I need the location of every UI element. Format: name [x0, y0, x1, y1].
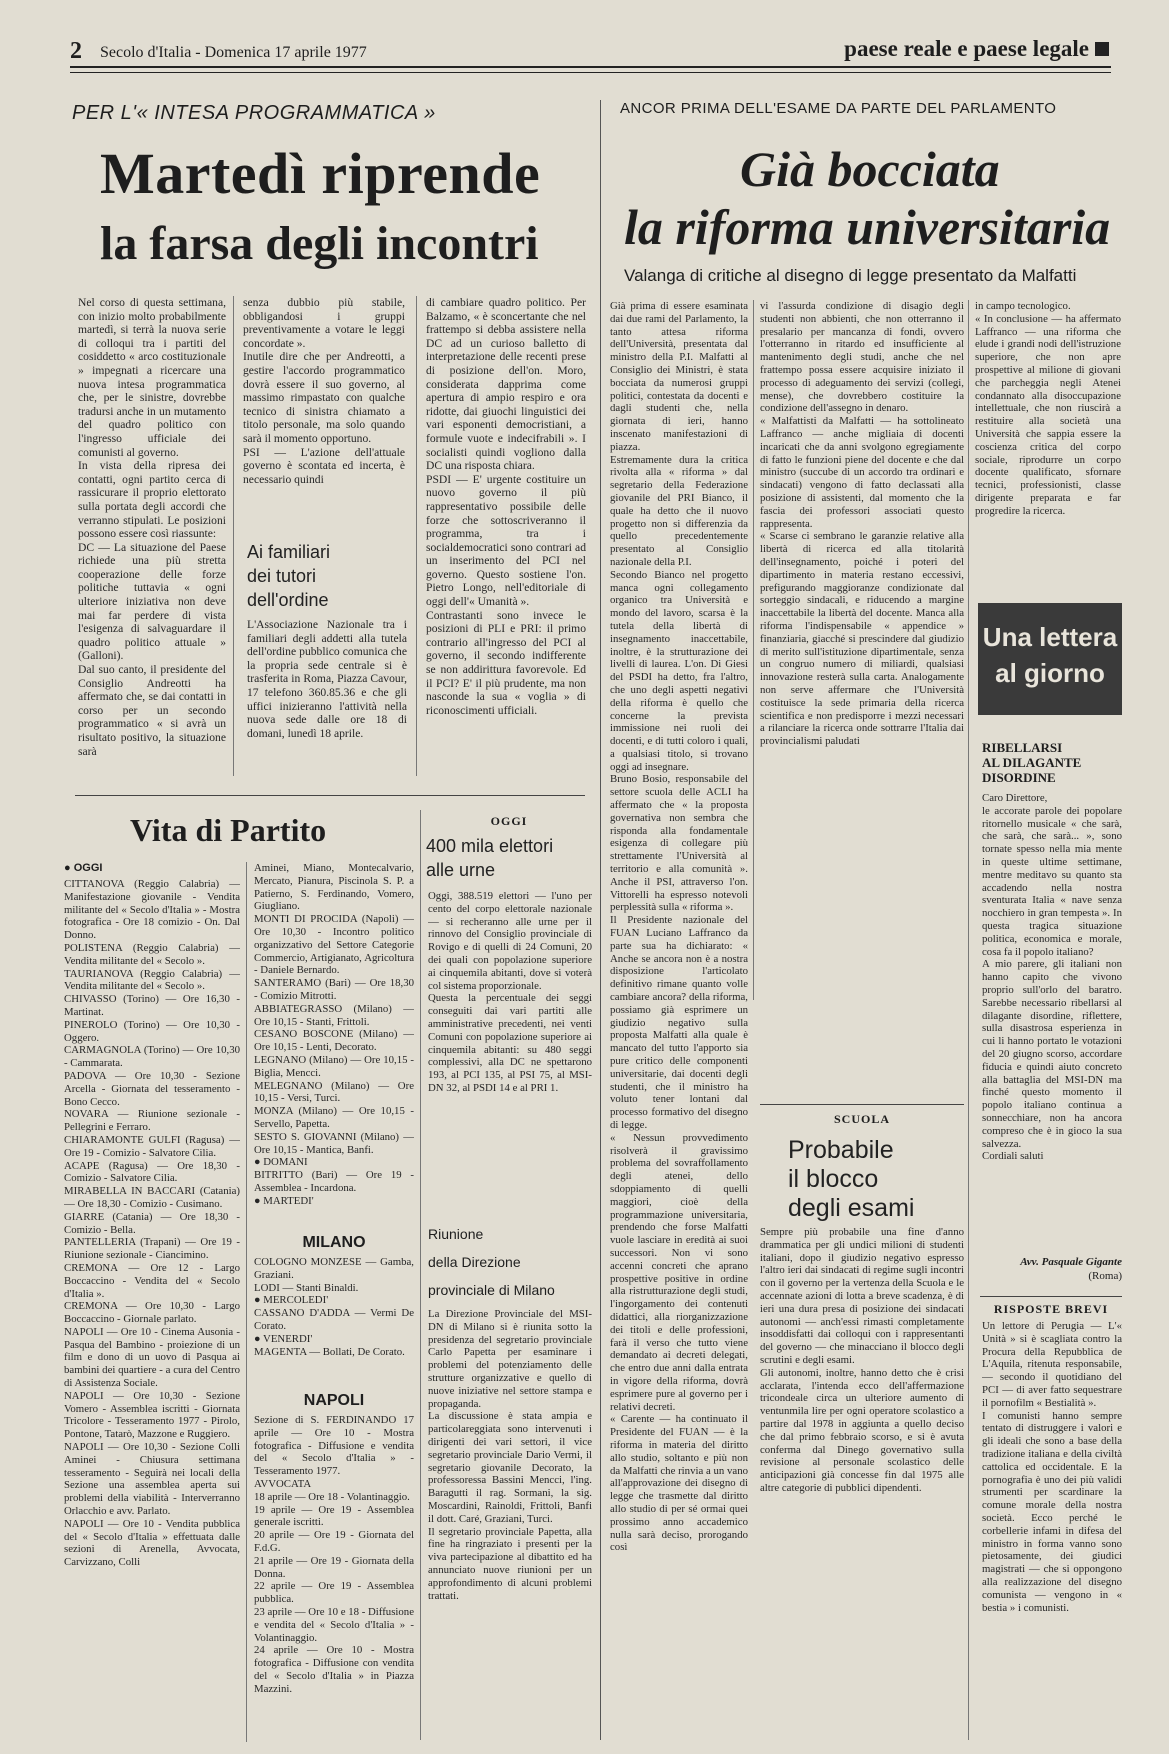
- right-article-title-line1: Già bocciata: [740, 141, 1000, 197]
- lettera-text: Caro Direttore, le accorate parole dei popolare ritornello musicale « che sarà, che sarà, che sarà... », sono tornate spesso nella mia mente in queste ultime settimane, mentre meditavo su quanto sta accadendo nella nostra sventurata Italia « nave senza nocchiero in gran tempesta ». In questa tragica situazione politica, economica e morale, cosa fa il popolo italiano? A mio parere, gli italiani non hanno capito che vivono proprio sull'orlo del baratro. Sarebbe necessario ribellarsi al dilagante disordine, riflettere, sulla disastrosa esperienza in cui li hanno portato le votazioni del 20 giugno scorso, accordare fiducia e quindi aiuto concreto alla battaglia del MSI-DN ma finché questo momento il popolo italiano continua a sonnecchiare, non ha ancora compreso che è in gioco la sua salvezza. Cordiali saluti: [982, 792, 1122, 1163]
- vita-title: Vita di Partito: [130, 812, 327, 848]
- lettera-banner: [978, 603, 1122, 715]
- lettera-title-line1: RIBELLARSI: [982, 740, 1063, 755]
- column-divider: [968, 300, 969, 1740]
- header-rule: [70, 66, 1111, 68]
- lettera-title-line3: DISORDINE: [982, 770, 1056, 785]
- lettera-title: [982, 740, 1122, 785]
- vita-milano-label: MILANO: [302, 1234, 366, 1251]
- risposte-text: Un lettore di Perugia — L'« Unità » si è scagliata contro la Procura della Repubblica de L'Aquila, ritenuta responsabile, — secondo il quotidiano del PCI — di aver fatto sequestrare il pornofilm « Bestialità ». I comunisti hanno sempre tentato di distruggere i valori e gli ideali che sono a base della tradizione italiana e della civiltà cattolica ed occidentale. E la pornografia è uno dei più validi strumenti per scardinare la comune morale della nostra società. Ecco perché le corbellerie infami in difesa del ministro in forma vanno sono pietosamente, dei giudici magistrati — che si oppongono alla realizzazione del disegno comunista — vengono in « bestia » i comunisti.: [982, 1320, 1122, 1614]
- right-article-subtitle: Valanga di critiche al disegno di legge presentato da Malfatti: [624, 266, 1077, 285]
- riunione-title-line1: Riunione: [428, 1226, 484, 1242]
- page-divider: [600, 100, 601, 1740]
- right-article-kicker: ANCOR PRIMA DELL'ESAME DA PARTE DEL PARLAMENTO: [620, 100, 1057, 117]
- familiari-title-line1: Ai familiari: [247, 542, 331, 562]
- right-article-title-line2: la riforma universitaria: [624, 199, 1111, 255]
- scuola-rule: [760, 1104, 964, 1105]
- left-article-kicker: PER L'« INTESA PROGRAMMATICA »: [72, 102, 436, 124]
- left-article-col1: Nel corso di questa settimana, con inizio molto probabilmente martedì, si terrà la nuova serie di colloqui tra i partiti del cosiddetto « arco costituzionale » impegnati a ricercare una nuova intesa programmatica che, per le sinistre, dovrebbe tradursi anche in un mutamento del quadro politico con l'ingresso ufficiale dei comunisti al governo. In vista della ripresa dei contatti, ogni partito cerca di rassicurare il proprio elettorato sulla portata degli accordi che verranno stipulati. Le posizioni possono essere così riassunte: DC — La situazione del Paese richiede una più stretta cooperazione delle forze politiche tuttavia « ogni ulteriore iniziativa non deve mai far perdere di vista l'esigenza di salvaguardare il quadro politico attuale » (Galloni). Dal suo canto, il presidente del Consiglio Andreotti ha affermato che, se dai contatti in corso per un secondo programmatico « si avrà un risultato positivo, la situazione sarà: [78, 296, 226, 758]
- riunione-title-line2: della Direzione: [428, 1254, 521, 1270]
- section-marker-icon: [1095, 42, 1109, 56]
- section-title: paese reale e paese legale: [844, 36, 1089, 61]
- risposte-title: RISPOSTE BREVI: [993, 1302, 1109, 1316]
- vita-oggi-label: ● OGGI: [64, 862, 103, 874]
- elezioni-title-line2: alle urne: [426, 860, 496, 880]
- scuola-title-line1: Probabile: [788, 1136, 894, 1164]
- lettera-title-line2: AL DILAGANTE: [982, 755, 1082, 770]
- vita-milano-text: COLOGNO MONZESE — Gamba, Graziani. LODI — Stanti Binaldi. ● MERCOLEDI' CASSANO D'ADDA — Vermi De Corato. ● VENERDI' MAGENTA — Bollati, De Corato.: [254, 1256, 414, 1358]
- header-rule-thin: [70, 72, 1111, 73]
- familiari-title: [247, 540, 407, 612]
- scuola-label: SCUOLA: [833, 1112, 890, 1126]
- elezioni-title: [426, 834, 592, 882]
- left-article-title-line2: la farsa degli incontri: [100, 217, 539, 270]
- vita-col2: Aminei, Miano, Montecalvario, Mercato, Pianura, Piscinola S. P. a Patierno, S. Ferdinando, Vomero, Giugliano. MONTI DI PROCIDA (Napoli) — Ore 10,30 - Incontro politico organizzativo del Settore Categorie Commercio, Artigianato, Agricoltura - Daniele Bernardo. SANTERAMO (Bari) — Ore 18,30 - Comizio Mitrotti. ABBIATEGRASSO (Milano) — Ore 10,15 - Stanti, Frittoli. CESANO BOSCONE (Milano) — Ore 10,15 - Lenti, Decorato. LEGNANO (Milano) — Ore 10,15 - Biglia, Mencci. MELEGNANO (Milano) — Ore 10,15 - Versi, Turci. MONZA (Milano) — Ore 10,15 - Servello, Papetta. SESTO S. GIOVANNI (Milano) — Ore 10,15 - Mantica, Banfi. ● DOMANI BITRITTO (Bari) — Ore 19 - Assemblea - Incardona. ● MARTEDI': [254, 862, 414, 1207]
- left-article-title-line1: Martedì riprende: [100, 141, 541, 206]
- page-number: 2: [70, 38, 82, 64]
- risposte-rule: [980, 1296, 1122, 1297]
- lettera-signature: Avv. Pasquale Gigante: [1020, 1256, 1122, 1268]
- column-divider: [416, 296, 417, 776]
- column-divider: [246, 862, 247, 1742]
- scuola-title: [788, 1136, 958, 1223]
- vita-col1: CITTANOVA (Reggio Calabria) — Manifestazione giovanile - Vendita militante del « Secolo d'Italia » - Mostra fotografica - Ore 18 comizio - On. Dal Donno. POLISTENA (Reggio Calabria) — Vendita militante del « Secolo ». TAURIANOVA (Reggio Calabria) — Vendita militante del « Secolo ». CHIVASSO (Torino) — Ore 16,30 - Martinat. PINEROLO (Torino) — Ore 10,30 - Oggero. CARMAGNOLA (Torino) — Ore 10,30 - Cammarata. PADOVA — Ore 10,30 - Sezione Arcella - Giornata del tesseramento - Bono Cecco. NOVARA — Riunione sezionale - Pellegrini e Ferraro. CHIARAMONTE GULFI (Ragusa) — Ore 19 - Comizio - Salvatore Cilia. ACAPE (Ragusa) — Ore 18,30 - Comizio - Salvatore Cilia. MIRABELLA IN BACCARI (Catania) — Ore 18,30 - Comizio - Cusimano. GIARRE (Catania) — Ore 18,30 - Comizio - Bella. PANTELLERIA (Trapani) — Ore 19 - Riunione sezionale - Ciancimino. CREMONA — Ore 12 - Largo Boccaccino - Vendita del « Secolo d'Italia ». CREMONA — Ore 10,30 - Largo Boccaccino - Giornale parlato. NAPOLI — Ore 10 - Cinema Ausonia - Pasqua del Bambino - proiezione di un film e dono di un uovo di Pasqua ai bambini dei quartiere - a cura del Centro di Assistenza Sociale. NAPOLI — Ore 10,30 - Sezione Vomero - Assemblea iscritti - Giornata Tricolore - Tesseramento 1977 - Pirolo, Pontone, Tatarò, Mazzone e Ruggiero. NAPOLI — Ore 10,30 - Sezione Colli Aminei - Chiusura settimana tesseramento - Seguirà nei locali della Sezione una assemblea aperta sui problemi della viabilità - Interverranno Orlacchio e avv. Parlato. NAPOLI — Ore 10 - Vendita pubblica del « Secolo d'Italia » effettuata dalle sezioni di Arenella, Avvocata, Carvizzano, Colli: [64, 878, 240, 1569]
- elezioni-text: Oggi, 388.519 elettori — l'uno per cento del corpo elettorale nazionale — si recheranno alle urne per il rinnovo del Consiglio provinciale di Rovigo e di quelli di 24 Comuni, 20 dei quali con popolazione superiore ai cinquemila abitanti, dove si voterà col sistema proporzionale. Questa la percentuale dei seggi conseguiti dai vari partiti alle amministrative precedenti, nei venti Comuni con popolazione superiore ai cinquemila abitanti: su 480 seggi complessivi, alla DC ne spettarono 193, al PCI 135, al PSI 75, al MSI-DN 32, al PSDI 14 e al PRI 1.: [428, 890, 592, 1094]
- riunione-text: La Direzione Provinciale del MSI-DN di Milano si è riunita sotto la presidenza del segretario provinciale Carlo Papetta per esaminare i problemi del potenziamento delle strutture organizzative e quello di nuove iniziative nel settore stampa e propaganda. La discussione è stata ampia e particolareggiata sono intervenuti i dirigenti dei vari settori, il vice segretario provinciale Dario Vermi, il segretario giovanile Decorato, la professoressa Bassini Mencci, l'ing. Baragutti il rag. Sormani, la sig. Moscardini, Rainoldi, Frittoli, Banfi il dott. Caré, Graziani, Turci. Il segretario provinciale Papetta, alla fine ha ringraziato i presenti per la viva partecipazione al dibattito ed ha annunciato nuove riunioni per un approfondimento di alcuni problemi trattati.: [428, 1308, 592, 1602]
- masthead-info: Secolo d'Italia - Domenica 17 aprile 1977: [100, 44, 367, 61]
- right-article-col3: in campo tecnologico. « In conclusione — ha affermato Laffranco — una riforma che elude i grandi nodi dell'istruzione superiore, che non apre prospettive al milione di giovani che parcheggia negli Atenei condannato alla disoccupazione intellettuale, che non riuscirà a restituire alla società una Università che sappia essere la coscienza critica del corpo sociale, riprodurre un corpo docente qualificato, sfornare tecnici, professionisti, classe dirigente preparata e far progredire la ricerca.: [975, 300, 1121, 517]
- lettera-banner-line1: Una lettera: [982, 622, 1118, 652]
- vita-napoli-text: Sezione di S. FERDINANDO 17 aprile — Ore 10 - Mostra fotografica - Diffusione e vendita del « Secolo d'Italia » - Tesseramento 1977. AVVOCATA 18 aprile — Ore 18 - Volantinaggio. 19 aprile — Ore 19 - Assemblea generale iscritti. 20 aprile — Ore 19 - Giornata del F.d.G. 21 aprile — Ore 19 - Giornata della Donna. 22 aprile — Ore 19 - Assemblea pubblica. 23 aprile — Ore 10 e 18 - Diffusione e vendita del « Secolo d'Italia » - Volantinaggio. 24 aprile — Ore 10 - Mostra fotografica - Diffusione con vendita del « Secolo d'Italia » in Piazza Mazzini.: [254, 1414, 414, 1695]
- left-article-col3: di cambiare quadro politico. Per Balzamo, « è sconcertante che nel frattempo si debba assistere nella DC ad un curioso balletto di interpretazione delle recenti prese di posizione dell'on. Moro, considerata dapprima come apertura di ampio respiro e ora ridotte, dai giuochi linguistici dei vari esponenti democristiani, a formule vuote e indecifrabili ». I socialisti quindi vogliono dalla DC una risposta chiara. PSDI — E' urgente costituire un nuovo governo il più rappresentativo possibile delle forze che sottoscriveranno il programma, tra i socialdemocratici sono contrari ad un inserimento del PCI nel governo. Questo sostiene l'on. Pietro Longo, nell'editoriale di oggi dell'« Umanità ». Contrastanti sono invece le posizioni di PLI e PRI: il primo contrario all'ingresso del PCI al governo, il secondo indifferente se non addirittura favorevole. Ed il PCI? E' il più prudente, ma non nasconde la sua « voglia » di riconoscimenti ufficiali.: [426, 296, 586, 717]
- lettera-banner-line2: al giorno: [995, 658, 1105, 688]
- vita-napoli-label: NAPOLI: [303, 1392, 365, 1409]
- familiari-title-line2: dei tutori: [247, 566, 317, 586]
- scuola-title-line3: degli esami: [788, 1194, 915, 1222]
- column-divider: [753, 300, 754, 1000]
- familiari-title-line3: dell'ordine: [247, 590, 329, 610]
- left-article-col2: senza dubbio più stabile, obbligandosi i gruppi preventivamente a votare le leggi concordate ». Inutile dire che per Andreotti, a gestire l'accordo programmatico dovrà essere il suo governo, al massimo rimpastato con qualche tecnico di sinistra chiamato a titolo personale, ma solo quando sarà il momento opportuno. PSI — L'azione dell'attuale governo è scontata ed incerta, è necessario quindi: [243, 296, 405, 486]
- riunione-title-line3: provinciale di Milano: [428, 1282, 555, 1298]
- riunione-title: [428, 1220, 592, 1304]
- elezioni-title-line1: 400 mila elettori: [426, 836, 554, 856]
- scuola-title-line2: il blocco: [788, 1165, 879, 1193]
- lettera-city: (Roma): [1088, 1270, 1122, 1282]
- elezioni-label: OGGI: [490, 814, 528, 828]
- section-rule: [75, 795, 585, 796]
- right-article-col1: Già prima di essere esaminata dai due rami del Parlamento, la tanto attesa riforma dell'Università, presentata dal ministro della P.I. Malfatti al Consiglio dei Ministri, è stata bocciata da numerosi gruppi politici, contestata da docenti e dagli studenti che, nella giornata di ieri, hanno inscenato manifestazioni di piazza. Estremamente dura la critica rivolta alla « riforma » dal segretario della Federazione giovanile del PRI Bianco, il quale ha detto che il nuovo progetto non si differenzia da quello precedentemente presentato al Consiglio nazionale della P.I. Secondo Bianco nel progetto manca ogni collegamento organico tra Università e mondo del lavoro, scarsa è la tutela della libertà di insegnamento inaccettabile, inoltre, è la strutturazione dei livelli di laurea. L'on. Di Giesi del PSDI ha detto, fra l'altro, che uno degli aspetti negativi della riforma è quello che concerne la prevista immissione nei ruoli dei docenti, e di tutti coloro i quali, a qualsiasi titolo, si trovano oggi ad insegnare. Bruno Bosio, responsabile del settore scuola delle ACLI ha affermato che « la proposta governativa non sembra che risponda alla fondamentale esigenza di collegare più strettamente l'Università al territorio e alla comunità ». Anche il PSI, attraverso l'on. Vittorelli ha espresso notevoli perplessità sulla « riforma ». Il Presidente nazionale del FUAN Luciano Laffranco da parte sua ha dichiarato: « Anche se ancora non è a nostra disposizione l'articolato definitivo rimane quanto volle cambiare ancora? della riforma, possiamo già esprimere un giudizio negativo sulla proposta Malfatti alla quale è mancato del tutto l'apporto sia pure critico delle componenti universitarie, dai docenti degli studenti, che il ministro ha voluto tener lontani dal processo formativo del disegno di legge. « Nessun provvedimento risolverà il gravissimo problema del sovraffollamento degli atenei, dello sdoppiamento di quelli maggiori, cioè della programmazione universitaria, prendendo che forse Malfatti vuole lasciare in eredità ai suoi successori. Non vi sono accenni concreti che aprano prospettive positive in ordine alla ristrutturazione degli studi, l'ingorgamento dei contenuti didattici, alla riorganizzazione dei titoli e delle professioni, farà il verso che tutto viene demandato ai decreti delegati, che entro due anni dalla entrata in vigore della riforma, dovrà esprimere pure al governo per i relativi decreti. « Carente — ha continuato il Presidente del FUAN — è la riforma in materia del diritto allo studio, soltanto e più non da Malfatti che rinvia a un vano all'approvazione dei disegno di legge che trasmette dal diritto allo studio di per sé ormai quei prossimo anno accademico nulla sarà deciso, prorogando così: [610, 300, 748, 1554]
- column-divider: [420, 810, 421, 1740]
- right-article-col2: vi l'assurda condizione di disagio degli studenti non abbienti, che non otterranno il presalario per mancanza di fondi, ovvero l'otterranno in ritardo ed insufficiente al mantenimento degli studi, anche che nel frattempo possa essere acquisire iniziato il processo di adeguamento dei servizi (collegi, mense), che dovrebbero costituire la condizione dell'assegno in denaro. « Malfattisti da Malfatti — ha sottolineato Laffranco — anche migliaia di docenti incaricati che da anni svolgono egregiamente di fatto le funzioni piene del docente e che dal ministro (succube di un accordo tra ordinari e sindacati) vengono di fatto declassati alla posizione di assistenti, dal momento che la fascia dei professori associati questo rappresenta. « Scarse ci sembrano le garanzie relative alla libertà di ricerca ed alla titolarità dell'insegnamento, poiché i poteri del dipartimento in materia restano eccessivi, prefigurando maggioranze condizionate dal sorteggio sindacali, e riducendo a margine inaccettabile la libertà del docente. Manca alla riforma l'indispensabile « appendice » finanziaria, giacché si prescindere dal giudizio di merito sull'istituzione dipartimentale, senza un congruo numero di miliardi, qualsiasi innovazione resterà sulla carta. Analogamente non serve affermare che l'Università costituisce la sede primaria della ricerca scientifica e non predisporre i mezzi necessari a rilanciare la ricerca onde sottrarre l'Italia dai provincialismi paludati: [760, 300, 964, 748]
- familiari-text: L'Associazione Nazionale tra i familiari degli addetti alla tutela dell'ordine pubblico comunica che la propria sede centrale si è trasferita in Roma, Piazza Cavour, 17 telefono 360.85.36 e che gli uffici inizieranno l'attività nella nuova sede dalle ore 18 di domani, lunedì 18 aprile.: [247, 618, 407, 740]
- column-divider: [233, 296, 234, 776]
- scuola-text: Sempre più probabile una fine d'anno drammatica per gli undici milioni di studenti italiani, dopo il giudizio negativo espresso l'altro ieri dai sindacati di regime sugli incontri con il governo per la vertenza della Scuola e le accennate azioni di lotta a breve scadenza, è di ieri una dura presa di posizione dei sindacati autonomi — anch'essi rimasti completamente insoddisfatti dai colloqui con i rappresentanti del governo — che minacciano il blocco degli scrutini e degli esami. Gli autonomi, inoltre, hanno detto che è crisi acclarata, l'intenda ecco dell'affermazione tricondeale circa un ulteriore aumento di ventunmila lire per ogni operatore scolastico a partire dal 1978 in aggiunta a quello deciso che dal primo febbraio scorso, e si è avuta conferma dal Dinego governativo sulla revisione al personale scolastico delle anticipazioni già concesse fin dal 1975 alle altre categorie di pubblici dipendenti.: [760, 1226, 964, 1494]
